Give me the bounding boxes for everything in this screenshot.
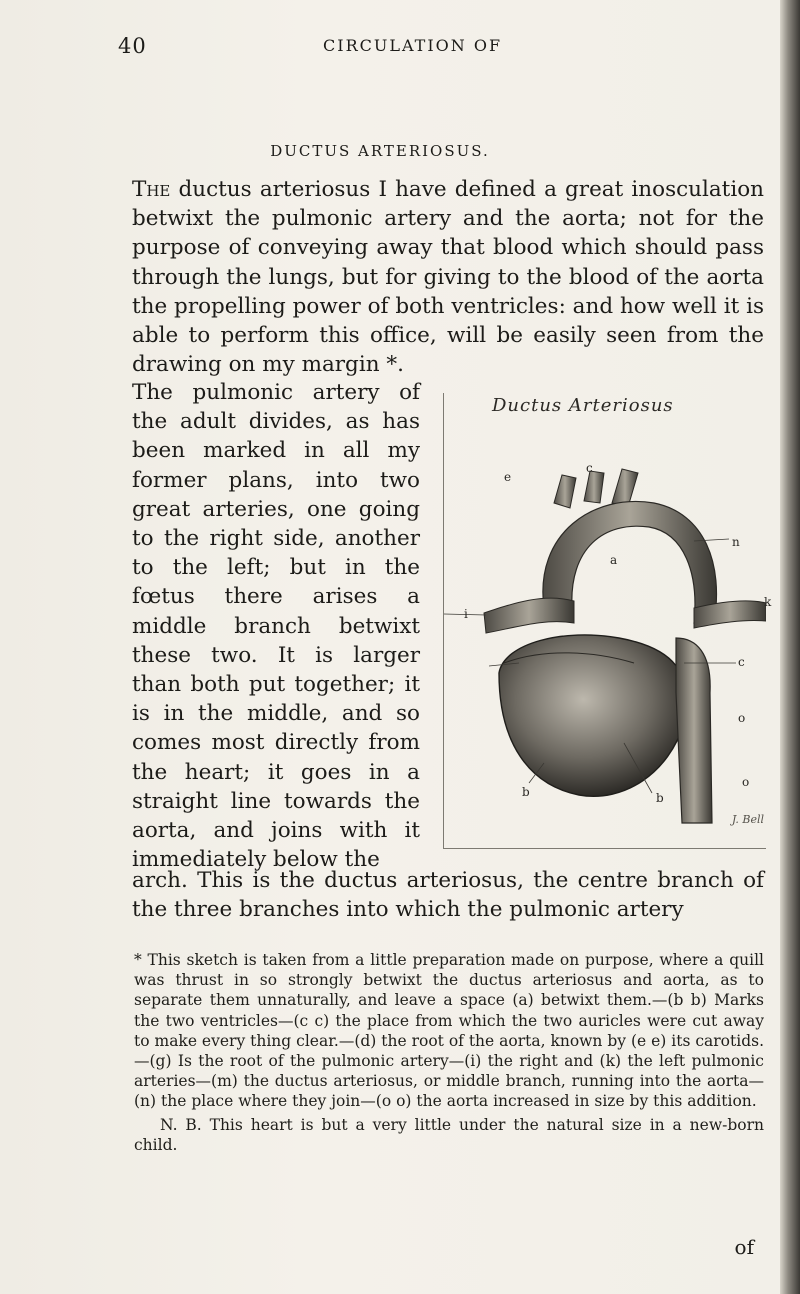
figure-label-i: i <box>464 607 468 621</box>
running-header <box>118 34 758 58</box>
figure-label-a: a <box>610 553 618 567</box>
catchword: of <box>734 1235 754 1259</box>
figure-label-b-right: b <box>656 791 664 805</box>
figure-label-e: e <box>504 470 512 484</box>
footnote-nb: N. B. This heart is but a very little under the natural size in a new-born child. <box>134 1115 764 1154</box>
bleed-through-decoration <box>130 66 136 90</box>
figure-label-n: n <box>732 535 740 549</box>
heart-illustration <box>444 423 766 833</box>
engraver-signature: J. Bell <box>731 813 764 826</box>
heart-engraving-figure <box>443 393 772 849</box>
figure-label-c-right: c <box>738 655 745 669</box>
page-edge-shadow <box>780 0 800 1294</box>
footnote-text: * This sketch is taken from a little preparation made on purpose, where a quill was thrust in so strongly betwixt the ductus arteriosus and aorta, as to separate them unnaturally, and leave a space (a) betwixt them.—(b b) Marks the two ventricles—(c c) the place from which the two auricles were cut away to make every thing clear.—(d) the root of the aorta, known by (e e) its carotids.—(g) Is the root of the pulmonic artery—(i) the right and (k) the left pulmonic arteries—(m) the ductus arteriosus, or middle branch, running into the aorta—(n) the place where they join—(o o) the aorta increased in size by this addition. <box>134 951 764 1111</box>
figure-label-k: k <box>764 595 772 609</box>
figure-label-c-top: c <box>586 461 593 475</box>
paragraph-2: The pulmonic artery of the adult divides, as has been marked in all my former plans, into two great arteries, one going to the right side, another to the left; but in the fœtus there arises a middle branch betwixt these two. It is larger than both put together; it is in the middle, and so comes most directly from the heart; it goes in a straight line towards the aorta, and joins with it immediately below the <box>132 380 420 873</box>
paragraph-1-lead: The <box>132 177 171 202</box>
figure-label-b-left: b <box>522 785 530 799</box>
figure-label-o-lower: o <box>742 775 750 789</box>
paragraph-1 <box>132 175 764 379</box>
figure-label-o-upper: o <box>738 711 746 725</box>
running-title: CIRCULATION OF <box>323 36 503 55</box>
paragraph-1-text: ductus arteriosus I have defined a great inosculation betwixt the pulmonic artery and the aorta; not for the purpose of conveying away that blood which should pass through the lungs, but for giving to the blood of the aorta the propelling power of both ventricles: and how well it is able to perform this office, will be easily seen from the drawing on my margin *. <box>132 177 764 378</box>
paragraph-3: arch. This is the ductus arteriosus, the centre branch of the three branches into which the pulmonic artery <box>132 868 764 923</box>
footnote <box>134 950 764 1155</box>
section-title: DUCTUS ARTERIOSUS. <box>270 142 490 160</box>
page-number: 40 <box>118 34 147 58</box>
figure-caption: Ductus Arteriosus <box>492 395 674 416</box>
